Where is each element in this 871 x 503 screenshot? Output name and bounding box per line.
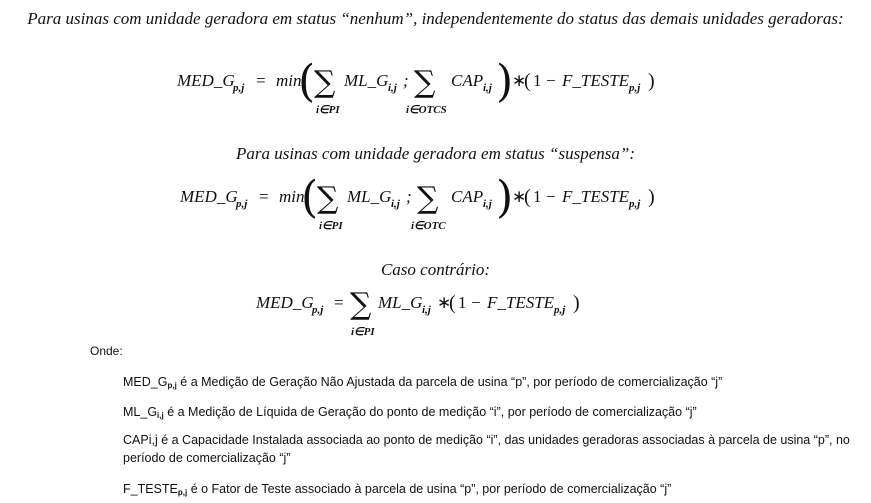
caption-caso-contrario: Caso contrário: <box>380 260 491 279</box>
eq2-rparen: ) <box>496 172 514 223</box>
eq1-sum-otcs: ∑ <box>414 65 436 100</box>
eq3-sum-pi: ∑ <box>350 287 372 322</box>
eq1-min: min <box>276 71 302 90</box>
eq3-equals: = <box>334 293 344 312</box>
definition-text: é a Medição de Líquida de Geração do ponto de medição “i”, por período de comercialização “j” <box>163 405 697 419</box>
eq3-rparen-small: ) <box>573 292 580 314</box>
caption-status-nenhum: Para usinas com unidade geradora em status “nenhum”, independentemente do status das demais unidades geradoras: <box>27 9 844 28</box>
eq3-lhs-sub: p,j <box>312 304 324 316</box>
equation-caso-contrario <box>0 272 871 342</box>
definition-f-teste <box>123 480 853 502</box>
equation-status-suspensa <box>0 166 871 236</box>
eq1-one: 1 <box>533 71 542 90</box>
eq3-ml-sub: i,j <box>422 304 431 316</box>
caption-status-suspensa: Para usinas com unidade geradora em status “suspensa”: <box>235 144 636 163</box>
eq1-rparen: ) <box>496 56 514 107</box>
definition-term: F_TESTE <box>123 482 178 496</box>
eq2-lparen: ( <box>301 172 319 223</box>
eq2-sum-otc: ∑ <box>417 181 439 216</box>
eq2-sum-otc-sub: i∈OTC <box>411 220 446 232</box>
eq3-ml: ML_G <box>378 293 423 312</box>
eq1-sum-pi: ∑ <box>314 65 336 100</box>
eq1-equals: = <box>256 71 266 90</box>
eq1-times: ∗ <box>512 71 527 90</box>
definition-text: é a Medição de Geração Não Ajustada da parcela de usina “p”, por período de comercialização “j” <box>176 375 723 389</box>
eq3-lhs: MED_G <box>256 293 314 312</box>
definition-term: ML_G <box>123 405 158 419</box>
eq2-cap-sub: i,j <box>483 198 492 210</box>
eq3-times: ∗ <box>437 293 452 312</box>
definition-term: MED_G <box>123 375 168 389</box>
eq2-sum-pi: ∑ <box>317 181 339 216</box>
eq2-one: 1 <box>533 187 542 206</box>
eq1-lhs: MED_G <box>177 71 235 90</box>
eq1-lparen-small: ( <box>524 70 531 92</box>
eq3-ftest: F_TESTE <box>487 293 555 312</box>
eq2-lhs-sub: p,j <box>236 198 248 210</box>
eq1-cap-sub: i,j <box>483 82 492 94</box>
eq1-ml-sub: i,j <box>388 82 397 94</box>
eq3-one: 1 <box>458 293 467 312</box>
eq2-equals: = <box>259 187 269 206</box>
eq2-rparen-small: ) <box>648 186 655 208</box>
definition-text: é o Fator de Teste associado à parcela de usina “p”, por período de comercialização “j” <box>187 482 672 496</box>
eq1-cap: CAP <box>451 71 484 90</box>
definition-term-sub: p,j <box>177 488 188 497</box>
eq1-ftest-sub: p,j <box>629 82 641 94</box>
definition-term: CAPi,j <box>123 433 158 447</box>
eq2-ml: ML_G <box>347 187 392 206</box>
eq1-ftest: F_TESTE <box>562 71 630 90</box>
definition-cap <box>123 431 853 467</box>
eq2-ml-sub: i,j <box>391 198 400 210</box>
eq1-ml: ML_G <box>344 71 389 90</box>
eq1-minus: − <box>546 71 556 90</box>
eq3-lparen-small: ( <box>449 292 456 314</box>
definition-term-sub: i,j <box>157 411 164 420</box>
eq1-lparen: ( <box>298 56 316 107</box>
eq1-semicolon: ; <box>403 71 409 90</box>
eq3-minus: − <box>471 293 481 312</box>
eq1-lhs-sub: p,j <box>233 82 245 94</box>
onde-label: Onde: <box>90 344 123 358</box>
eq3-ftest-sub: p,j <box>554 304 566 316</box>
eq2-semicolon: ; <box>406 187 412 206</box>
eq1-sum-pi-sub: i∈PI <box>316 104 340 116</box>
eq2-cap: CAP <box>451 187 484 206</box>
equation-status-nenhum <box>0 50 871 120</box>
definition-med-g <box>123 373 853 395</box>
eq2-times: ∗ <box>512 187 527 206</box>
eq1-rparen-small: ) <box>648 70 655 92</box>
definition-text: é a Capacidade Instalada associada ao ponto de medição “i”, das unidades geradoras associadas à parcela de usina “p”, no período de comercialização “j” <box>123 433 850 465</box>
eq1-sum-otcs-sub: i∈OTCS <box>406 104 447 116</box>
eq2-ftest-sub: p,j <box>629 198 641 210</box>
definition-ml-g <box>123 403 853 425</box>
eq2-ftest: F_TESTE <box>562 187 630 206</box>
eq2-sum-pi-sub: i∈PI <box>319 220 343 232</box>
eq2-minus: − <box>546 187 556 206</box>
eq2-lhs: MED_G <box>180 187 238 206</box>
eq3-sum-pi-sub: i∈PI <box>351 326 375 338</box>
eq2-lparen-small: ( <box>524 186 531 208</box>
definition-term-sub: p,j <box>167 381 177 390</box>
eq2-min: min <box>279 187 305 206</box>
